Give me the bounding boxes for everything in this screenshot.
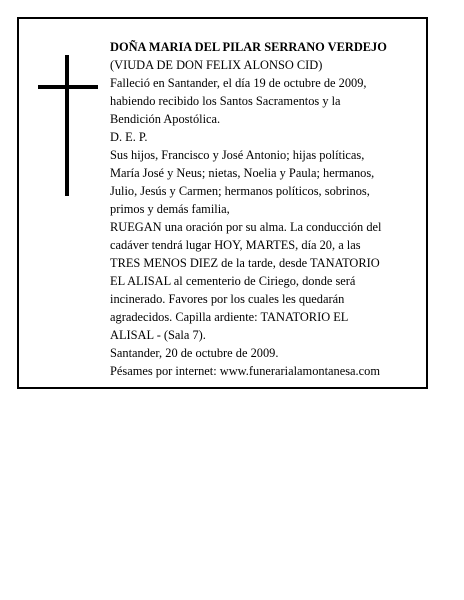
notice-line: agradecidos. Capilla ardiente: TANATORIO EL <box>110 310 349 324</box>
notice-line: EL ALISAL al cementerio de Ciriego, donde será <box>110 274 356 288</box>
notice-line: cadáver tendrá lugar HOY, MARTES, día 20, a las <box>110 238 361 252</box>
notice-line: (VIUDA DE DON FELIX ALONSO CID) <box>110 58 323 72</box>
notice-line: Santander, 20 de octubre de 2009. <box>110 346 279 360</box>
notice-line: Sus hijos, Francisco y José Antonio; hijas políticas, <box>110 148 365 162</box>
notice-line: Bendición Apostólica. <box>110 112 221 126</box>
notice-line: incinerado. Favores por los cuales les quedarán <box>110 292 345 306</box>
obituary-text <box>110 38 428 380</box>
notice-line: María José y Neus; nietas, Noelia y Paula; hermanos, <box>110 166 375 180</box>
notice-line: D. E. P. <box>110 130 148 144</box>
notice-line: Pésames por internet: www.funerarialamontanesa.com <box>110 364 380 378</box>
notice-line: habiendo recibido los Santos Sacramentos y la <box>110 94 341 108</box>
notice-line: RUEGAN una oración por su alma. La conducción del <box>110 220 382 234</box>
notice-line: ALISAL - (Sala 7). <box>110 328 206 342</box>
notice-line: Falleció en Santander, el día 19 de octubre de 2009, <box>110 76 367 90</box>
notice-line: Julio, Jesús y Carmen; hermanos políticos, sobrinos, <box>110 184 370 198</box>
deceased-name: DOÑA MARIA DEL PILAR SERRANO VERDEJO <box>110 40 387 54</box>
notice-line: TRES MENOS DIEZ de la tarde, desde TANATORIO <box>110 256 380 270</box>
notice-line: primos y demás familia, <box>110 202 230 216</box>
